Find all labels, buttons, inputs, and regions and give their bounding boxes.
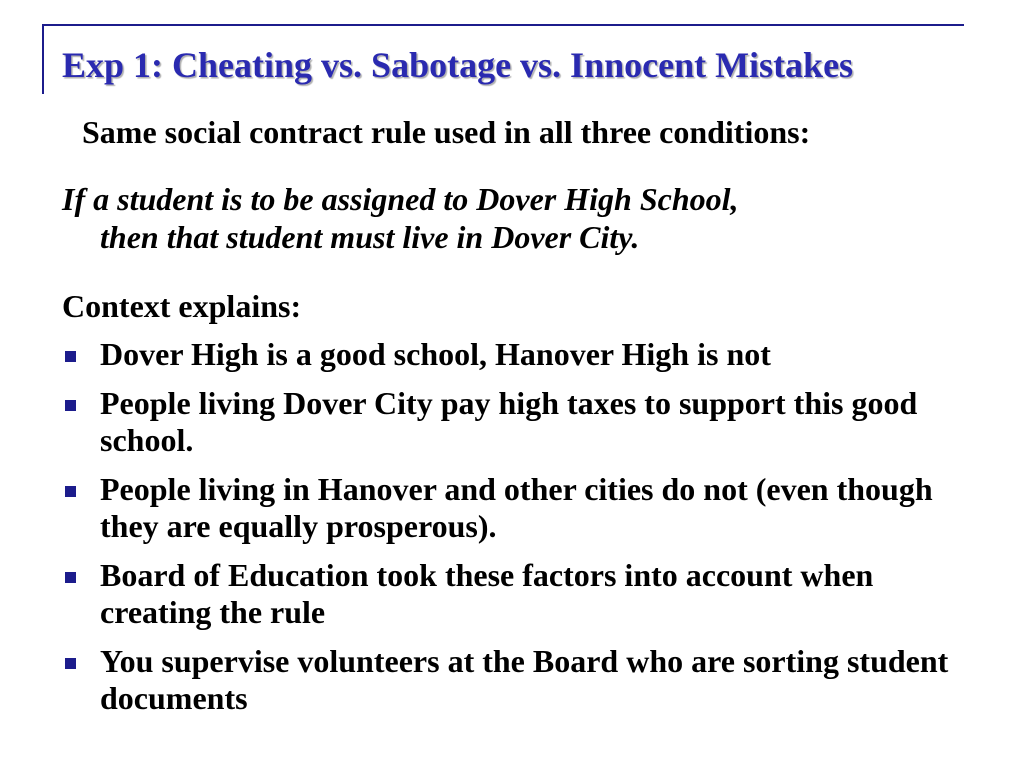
context-bullet-list <box>62 336 982 729</box>
square-bullet-icon <box>65 400 76 411</box>
bullet-text: People living Dover City pay high taxes to support this good school. <box>100 385 918 458</box>
bullet-text: Board of Education took these factors into account when creating the rule <box>100 557 874 630</box>
square-bullet-icon <box>65 351 76 362</box>
slide-frame-left-line <box>42 24 44 94</box>
square-bullet-icon <box>65 572 76 583</box>
rule-line-2: then that student must live in Dover City. <box>100 219 640 255</box>
bullet-text: You supervise volunteers at the Board who are sorting student documents <box>100 643 949 716</box>
bullet-item <box>62 336 982 373</box>
slide-frame-top-line <box>42 24 964 26</box>
bullet-item <box>62 643 982 717</box>
rule-line-1: If a student is to be assigned to Dover High School, <box>62 181 739 217</box>
bullet-item <box>62 557 982 631</box>
bullet-item <box>62 471 982 545</box>
context-heading: Context explains: <box>62 288 302 324</box>
slide-subtitle: Same social contract rule used in all three conditions: <box>82 114 811 150</box>
bullet-text: People living in Hanover and other cities do not (even though they are equally prosperous). <box>100 471 933 544</box>
square-bullet-icon <box>65 486 76 497</box>
slide-title: Exp 1: Cheating vs. Sabotage vs. Innocent Mistakes <box>62 45 854 85</box>
social-contract-rule <box>62 180 962 256</box>
bullet-text: Dover High is a good school, Hanover High is not <box>100 336 771 372</box>
bullet-item <box>62 385 982 459</box>
square-bullet-icon <box>65 658 76 669</box>
